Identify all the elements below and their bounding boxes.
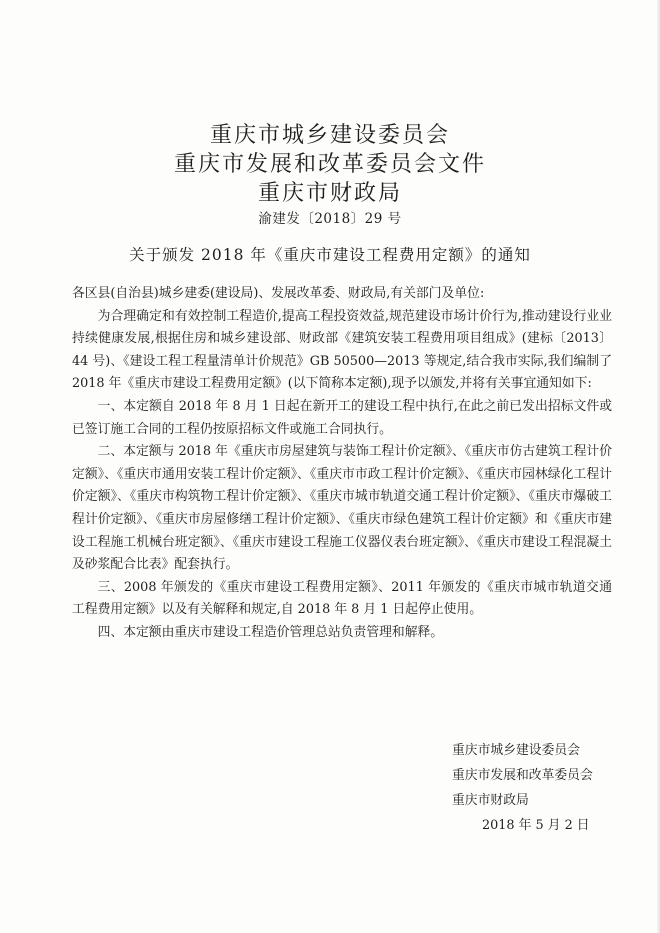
issuer-line-finance-bureau: 重庆市财政局 <box>257 181 402 206</box>
signature-block <box>452 738 593 838</box>
paragraph-item-2: 二、本定额与 2018 年《重庆市房屋建筑与装饰工程计价定额》、《重庆市仿古建筑工程计价定额》、《重庆市通用安装工程计价定额》、《重庆市市政工程计价定额》、《重庆市园林绿化工程计价定额》、《重庆市构筑物工程计价定额》、《重庆市城市轨道交通工程计价定额》、《重庆市爆破工程计价定额》、《重庆市房屋修缮工程计价定额》、《重庆市绿色建筑工程计价定额》和《重庆市建设工程施工机械台班定额》、《重庆市建设工程施工仪器仪表台班定额》、《重庆市建设工程混凝土及砂浆配合比表》配套执行。 <box>72 444 612 573</box>
paragraph-item-4: 四、本定额由重庆市建设工程造价管理总站负责管理和解释。 <box>97 624 444 640</box>
signature-org-construction: 重庆市城乡建设委员会 <box>452 743 580 758</box>
issuer-line-development-committee: 重庆市发展和改革委员会文件 <box>173 152 486 177</box>
paragraph-item-1: 一、本定额自 2018 年 8 月 1 日起在新开工的建设工程中执行,在此之前已发出招标文件或已签订施工合同的工程仍按原招标文件或施工合同执行。 <box>72 398 612 437</box>
issuer-line-construction-committee: 重庆市城乡建设委员会 <box>209 123 450 148</box>
paragraph-intro: 为合理确定和有效控制工程造价,提高工程投资效益,规范建设市场计价行为,推动建设行业业持续健康发展,根据住房和城乡建设部、财政部《建筑安装工程费用项目组成》(建标〔2013〕44 号)、《建设工程工程量清单计价规范》GB 50500—2013 等规定,结合我市实际,我们编制了 2018 年《重庆市建设工程费用定额》(以下简称本定额),现予以颁发,并将有关事宜通知如下: <box>72 308 612 392</box>
document-number: 渝建发〔2018〕29 号 <box>258 211 402 227</box>
notice-title: 关于颁发 2018 年《重庆市建设工程费用定额》的通知 <box>129 246 531 264</box>
signature-org-development: 重庆市发展和改革委员会 <box>452 768 593 783</box>
salutation: 各区县(自治县)城乡建委(建设局)、发展改革委、财政局,有关部门及单位: <box>72 286 485 301</box>
paragraph-item-3: 三、2008 年颁发的《重庆市建设工程费用定额》、2011 年颁发的《重庆市城市轨道交通工程费用定额》以及有关解释和规定,自 2018 年 8 月 1 日起停止使用。 <box>72 579 612 618</box>
signature-date: 2018 年 5 月 2 日 <box>482 818 590 833</box>
document-body <box>72 283 612 645</box>
signature-org-finance: 重庆市财政局 <box>452 793 529 808</box>
